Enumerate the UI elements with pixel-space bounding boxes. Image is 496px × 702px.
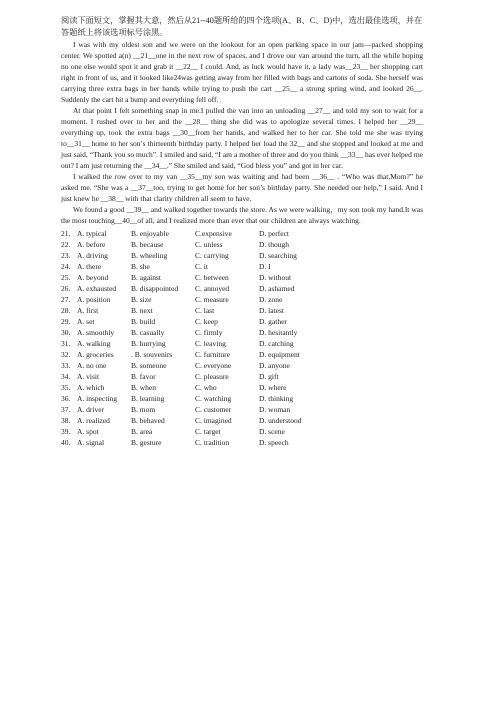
option-row	[61, 382, 423, 393]
paragraph-4: We found a good __39__ and walked together towards the store. As we were walking，my son took my hand.It was the most touching__40__of all, and I realized more than ever that our children are always watching.	[61, 205, 423, 226]
option-choice: C. pleasure	[195, 372, 229, 382]
option-choice: C. tradition	[195, 438, 230, 448]
option-choice: C. keep	[195, 317, 218, 327]
option-choice: D. catching	[259, 339, 294, 349]
question-number: 40.	[61, 438, 71, 448]
option-choice: C. imagined	[195, 416, 232, 426]
question-number: 31.	[61, 339, 71, 349]
option-choice: D. ashamed	[259, 284, 295, 294]
option-row	[61, 426, 423, 437]
option-choice: A. typical	[77, 229, 107, 239]
option-row	[61, 261, 423, 272]
question-number: 29.	[61, 317, 71, 327]
option-choice: B. area	[131, 427, 153, 437]
paragraph-1: I was with my oldest son and we were on the lookout for an open parking space in our jam—packed shopping center. We spotted a(n) __21__one in the next row of spaces, and I drove our van around the turn, all the while hoping no one else would spot it and grab it __22__ I could. And, as luck would have it, a lady was__23__ her shopping cart right in front of us, and it looked like24was getting away from her filled with bags and cartons of soda. She herself was carrying three extra bags in her hands while trying to push the cart __25__ a strong spring wind, and looked 26__. Suddenly the cart hit a bump and everything fell off.	[61, 40, 423, 105]
option-row	[61, 272, 423, 283]
option-choice: B. someone	[131, 361, 167, 371]
option-choice: B. gesture	[131, 438, 162, 448]
answer-options	[61, 228, 423, 448]
option-choice: D. I	[259, 262, 271, 272]
option-choice: C. measure	[195, 295, 229, 305]
question-number: 33.	[61, 361, 71, 371]
option-row	[61, 250, 423, 261]
question-number: 25.	[61, 273, 71, 283]
option-choice: B. because	[131, 240, 164, 250]
question-number: 39.	[61, 427, 71, 437]
option-choice: D. thinking	[259, 394, 294, 404]
option-choice: A. exhausted	[77, 284, 117, 294]
option-choice: B. mom	[131, 405, 156, 415]
option-choice: A. visit	[77, 372, 100, 382]
option-choice: B. size	[131, 295, 152, 305]
option-row	[61, 283, 423, 294]
option-choice: C. it	[195, 262, 208, 272]
question-number: 21.	[61, 229, 71, 239]
question-number: 32.	[61, 350, 71, 360]
option-choice: A. spot	[77, 427, 99, 437]
option-choice: D. latest	[259, 306, 284, 316]
option-row	[61, 316, 423, 327]
option-choice: C. unless	[195, 240, 223, 250]
option-choice: C. annoyed	[195, 284, 230, 294]
instructions: 阅读下面短文，掌握其大意，然后从21--40题所给的四个选项(A、B、C、D)中，选出最佳选项，并在答题纸上将该选项标号涂黑。	[61, 16, 423, 37]
option-choice: B. when	[131, 383, 156, 393]
option-row	[61, 305, 423, 316]
option-choice: C. watching	[195, 394, 232, 404]
option-choice: A. set	[77, 317, 95, 327]
option-choice: C. customer	[195, 405, 232, 415]
option-choice: D. perfect	[259, 229, 289, 239]
option-choice: D. gather	[259, 317, 287, 327]
option-choice: B. behaved	[131, 416, 165, 426]
option-choice: A. first	[77, 306, 99, 316]
option-row	[61, 404, 423, 415]
option-choice: D. hesitantly	[259, 328, 298, 338]
option-row	[61, 371, 423, 382]
option-choice: D. speech	[259, 438, 289, 448]
option-row	[61, 338, 423, 349]
option-choice: B. against	[131, 273, 161, 283]
option-choice: C. target	[195, 427, 221, 437]
option-choice: A. walking	[77, 339, 111, 349]
question-number: 30.	[61, 328, 71, 338]
option-choice: A. before	[77, 240, 106, 250]
option-row	[61, 393, 423, 404]
option-choice: A. driving	[77, 251, 108, 261]
option-choice: D. scene	[259, 427, 285, 437]
option-row	[61, 294, 423, 305]
option-choice: C. leaving	[195, 339, 226, 349]
option-choice: C. carrying	[195, 251, 229, 261]
option-choice: A. signal	[77, 438, 105, 448]
option-choice: A. driver	[77, 405, 105, 415]
option-choice: B. learning	[131, 394, 165, 404]
option-choice: B. next	[131, 306, 153, 316]
option-row	[61, 415, 423, 426]
question-number: 24.	[61, 262, 71, 272]
option-choice: C. firmly	[195, 328, 223, 338]
option-row	[61, 349, 423, 360]
option-choice: A. realized	[77, 416, 110, 426]
paragraph-3: I walked the row over to my van __35__my son was waiting and had been __36__ . “Who was that,Mom?” he asked me. “She was a __37__too, trying to get home for her son’s birthday party. She needed our help,” I said. And I just knew he __38__ with that clarity children all seem to have.	[61, 172, 423, 204]
option-choice: . B. souvenirs	[131, 350, 173, 360]
option-choice: C. who	[195, 383, 217, 393]
option-row	[61, 437, 423, 448]
option-choice: B. casually	[131, 328, 165, 338]
question-number: 27.	[61, 295, 71, 305]
option-choice: A. there	[77, 262, 102, 272]
option-choice: A. which	[77, 383, 105, 393]
question-number: 22.	[61, 240, 71, 250]
question-number: 28.	[61, 306, 71, 316]
option-choice: B. favor	[131, 372, 156, 382]
option-choice: D. searching	[259, 251, 297, 261]
option-choice: C. furniture	[195, 350, 230, 360]
question-number: 26.	[61, 284, 71, 294]
option-row	[61, 327, 423, 338]
question-number: 34.	[61, 372, 71, 382]
option-choice: D. equipment	[259, 350, 300, 360]
option-choice: A. beyond	[77, 273, 109, 283]
option-row	[61, 228, 423, 239]
option-choice: B. hurrying	[131, 339, 166, 349]
option-row	[61, 239, 423, 250]
option-choice: D. where	[259, 383, 287, 393]
option-choice: D. woman	[259, 405, 291, 415]
option-choice: D. understood	[259, 416, 302, 426]
option-row	[61, 360, 423, 371]
question-number: 23.	[61, 251, 71, 261]
option-choice: B. wheeling	[131, 251, 168, 261]
option-choice: D. without	[259, 273, 292, 283]
option-choice: C. everyone	[195, 361, 232, 371]
option-choice: D. gift	[259, 372, 279, 382]
option-choice: B. she	[131, 262, 150, 272]
question-number: 36.	[61, 394, 71, 404]
question-number: 35.	[61, 383, 71, 393]
option-choice: D. though	[259, 240, 289, 250]
option-choice: D. anyone	[259, 361, 290, 371]
option-choice: C.expensive	[195, 229, 232, 239]
option-choice: C. between	[195, 273, 229, 283]
option-choice: B. build	[131, 317, 156, 327]
option-choice: A. no one	[77, 361, 107, 371]
option-choice: D. zone	[259, 295, 283, 305]
question-number: 38.	[61, 416, 71, 426]
option-choice: B. enjoyable	[131, 229, 169, 239]
paragraph-2: At that point I felt something snap in me.I pulled the van into an unloading __27__ and told my son to wait for a moment. I rushed over to her and the __28__ thing she did was to apologize several times. I helped her __29__ everything up, took the extra bags __30__from her hands, and walked her to her car. She told me she was trying to__31__ home to her son’s thirteenth birthday party. I helped her load the 32__ and she stopped and looked at me and just said, “Thank you so much”. I smiled and said, “I am a mother of three and do you think __33__ has ever helped me out? I am just returning the __34__.” She smiled and said, “God bless you” and got in her car.	[61, 106, 423, 171]
option-choice: A. position	[77, 295, 111, 305]
option-choice: A. smoothly	[77, 328, 115, 338]
option-choice: A. groceries	[77, 350, 114, 360]
option-choice: C. last	[195, 306, 215, 316]
option-choice: A. inspecting	[77, 394, 117, 404]
document-body	[61, 15, 423, 448]
question-number: 37.	[61, 405, 71, 415]
option-choice: B. disappointed	[131, 284, 179, 294]
